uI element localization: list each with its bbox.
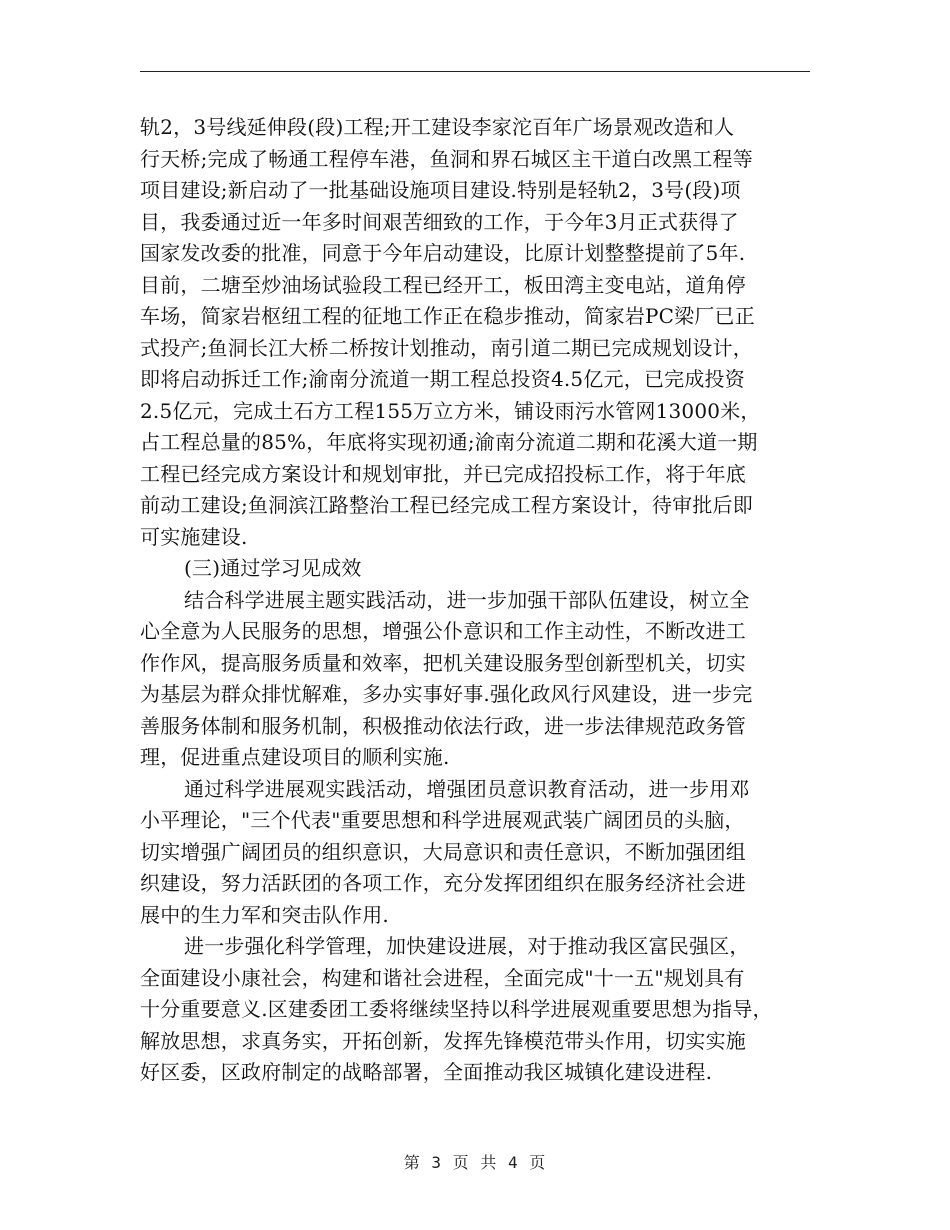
text-line: 目前，二塘至炒油场试验段工程已经开工，板田湾主变电站，道角停 bbox=[140, 272, 746, 297]
text-line: 前动工建设;鱼洞滨江路整治工程已经完成工程方案设计，待审批后即 bbox=[140, 493, 753, 517]
text-line: 2.5亿元，完成土石方工程155万立方米，铺设雨污水管网13000米， bbox=[140, 398, 761, 423]
text-line: 全面建设小康社会，构建和谐社会进程，全面完成"十一五"规划具有 bbox=[140, 965, 745, 990]
section-heading: (三)通过学习见成效 bbox=[184, 556, 362, 580]
text-line: 十分重要意义.区建委团工委将继续坚持以科学进展观重要思想为指导， bbox=[140, 997, 773, 1021]
text-line: 即将启动拆迁工作;渝南分流道一期工程总投资4.5亿元，已完成投资 bbox=[140, 367, 745, 391]
text-line: 可实施建设. bbox=[140, 524, 248, 549]
text-line: 进一步强化科学管理，加快建设进展，对于推动我区富民强区， bbox=[184, 934, 750, 958]
text-line: 目，我委通过近一年多时间艰苦细致的工作，于今年3月正式获得了 bbox=[140, 209, 739, 234]
text-line: 项目建设;新启动了一批基础设施项目建设.特别是轻轨2，3号(段)项 bbox=[140, 178, 741, 202]
text-line: 车场，简家岩枢纽工程的征地工作正在稳步推动，简家岩PC梁厂已正 bbox=[140, 304, 755, 328]
text-line: 善服务体制和服务机制，积极推动依法行政，进一步法律规范政务管 bbox=[140, 713, 746, 738]
text-line: 行天桥;完成了畅通工程停车港，鱼洞和界石城区主干道白改黑工程等 bbox=[140, 146, 753, 171]
text-line: 作作风，提高服务质量和效率，把机关建设服务型创新型机关，切实 bbox=[140, 650, 746, 675]
text-line: 通过科学进展观实践活动，增强团员意识教育活动，进一步用邓 bbox=[184, 776, 750, 801]
text-line: 国家发改委的批准，同意于今年启动建设，比原计划整整提前了5年. bbox=[140, 241, 746, 265]
text-line: 好区委，区政府制定的战略部署，全面推动我区城镇化建设进程. bbox=[140, 1060, 713, 1084]
text-line: 为基层为群众排忧解难，多办实事好事.强化政风行风建设，进一步完 bbox=[140, 682, 753, 706]
text-line: 理，促进重点建设项目的顺利实施. bbox=[140, 745, 450, 769]
text-line: 织建设，努力活跃团的各项工作，充分发挥团组织在服务经济社会进 bbox=[140, 871, 746, 895]
text-line: 心全意为人民服务的思想，增强公仆意识和工作主动性，不断改进工 bbox=[140, 619, 746, 643]
text-line: 轨2，3号线延伸段(段)工程;开工建设李家沱百年广场景观改造和人 bbox=[140, 115, 735, 139]
text-line: 小平理论，"三个代表"重要思想和科学进展观武装广阔团员的头脑， bbox=[140, 808, 745, 832]
text-line: 结合科学进展主题实践活动，进一步加强干部队伍建设，树立全 bbox=[184, 587, 750, 612]
text-line: 切实增强广阔团员的组织意识，大局意识和责任意识，不断加强团组 bbox=[140, 839, 746, 864]
text-line: 式投产;鱼洞长江大桥二桥按计划推动，南引道二期已完成规划设计， bbox=[140, 335, 753, 360]
text-line: 展中的生力军和突击队作用. bbox=[140, 902, 389, 927]
text-line: 占工程总量的85%，年底将实现初通;渝南分流道二期和花溪大道一期 bbox=[140, 430, 758, 454]
text-line: 工程已经完成方案设计和规划审批，并已完成招投标工作，将于年底 bbox=[140, 461, 746, 486]
page-number-footer: 第 3 页 共 4 页 bbox=[403, 1153, 547, 1172]
text-line: 解放思想，求真务实，开拓创新，发挥先锋模范带头作用，切实实施 bbox=[140, 1028, 746, 1053]
body-text bbox=[140, 112, 820, 1089]
header-rule bbox=[140, 71, 810, 72]
